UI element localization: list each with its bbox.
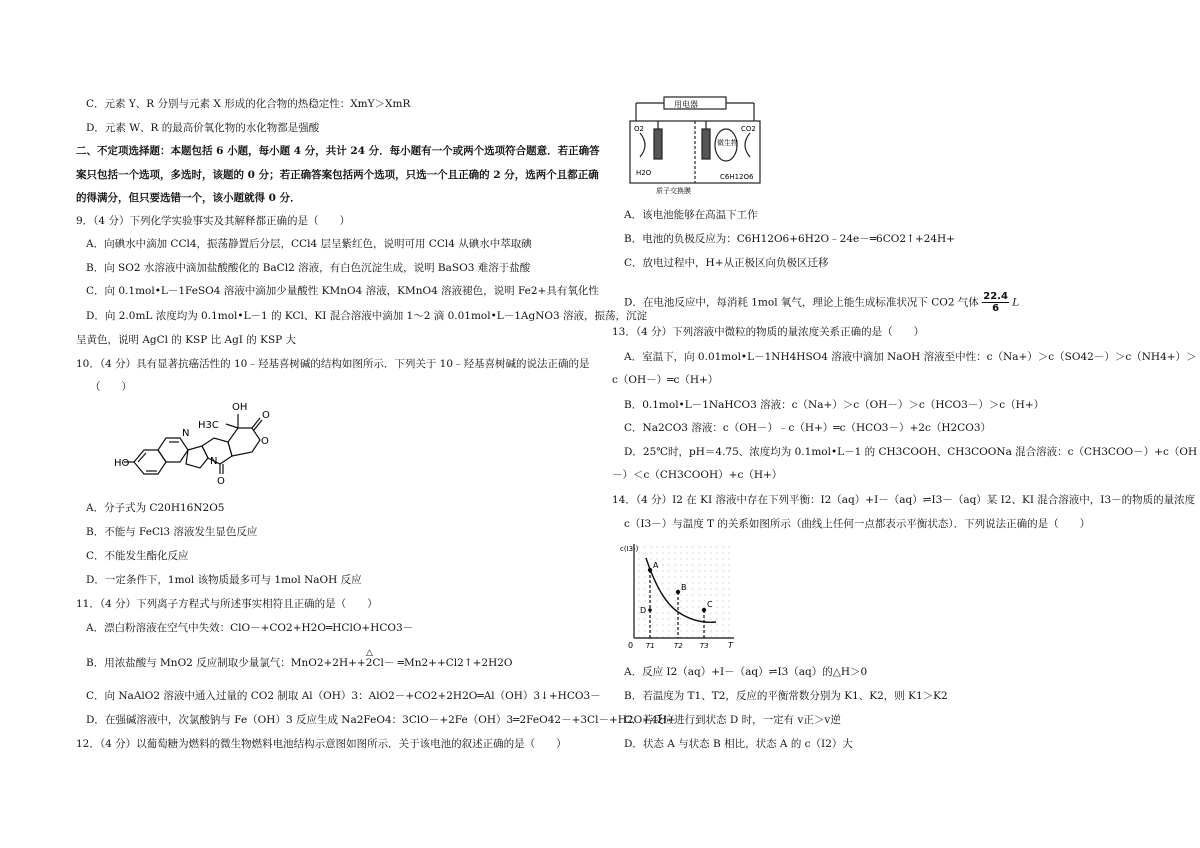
graph-tick-t1: T1	[646, 642, 655, 650]
graph-point-d: D	[640, 606, 647, 615]
q9-option-a: A．向碘水中滴加 CCl4，振荡静置后分层，CCl4 层呈紫红色，说明可用 CCl4 从碘水中萃取碘	[86, 238, 532, 250]
q14-option-c: C．若反应进行到状态 D 时，一定有 v正＞v逆	[624, 714, 841, 726]
q13-stem: 13．（4 分）下列溶液中微粒的物质的量浓度关系正确的是（ ）	[612, 326, 925, 338]
q12-option-d	[624, 291, 1019, 314]
q13-option-c: C．Na2CO3 溶液：c（OH－）﹣c（H+）═c（HCO3－）+2c（H2CO3）	[624, 422, 992, 434]
q12-option-b: B．电池的负极反应为：C6H12O6+6H2O﹣24e－═6CO2↑+24H+	[624, 233, 955, 245]
graph-tick-t2: T2	[674, 642, 683, 650]
q11-option-c: C．向 NaAlO2 溶液中通入过量的 CO2 制取 Al（OH）3：AlO2－+CO2+2H2O═Al（OH）3↓+HCO3－	[86, 690, 601, 702]
q9-stem: 9．（4 分）下列化学实验事实及其解释都正确的是（ ）	[76, 215, 350, 227]
molecule-ho-label: HO	[114, 458, 130, 469]
q12-unit: L	[1012, 296, 1020, 309]
q12-option-a: A．该电池能够在高温下工作	[624, 209, 758, 221]
molecule-carbonyl-o: O	[262, 410, 270, 421]
cell-o2-label: O2	[634, 125, 644, 133]
hydroxycamptothecin-structure	[114, 398, 324, 493]
q8-option-c: C．元素 Y、R 分别与元素 X 形成的化合物的热稳定性：XmY＞XmR	[86, 98, 411, 110]
q14-stem-line2: c（I3－）与温度 T 的关系如图所示（曲线上任何一点都表示平衡状态）．下列说法正确的是（ ）	[624, 518, 1091, 530]
q12-fraction	[982, 291, 1009, 314]
q11-stem: 11．（4 分）下列离子方程式与所述事实相符且正确的是（ ）	[76, 598, 378, 610]
graph-point-b: B	[681, 583, 687, 592]
molecule-ch3-label: H3C	[198, 420, 219, 431]
graph-point-c: C	[707, 600, 713, 609]
q9-option-c: C．向 0.1mol•L－1FeSO4 溶液中滴加少量酸性 KMnO4 溶液，KMnO4 溶液褪色，说明 Fe2+具有氧化性	[86, 285, 599, 297]
q12-fraction-numerator: 22.4	[983, 291, 1008, 302]
graph-point-a: A	[653, 561, 659, 570]
q13-option-d-line1: D．25℃时，pH＝4.75、浓度均为 0.1mol•L－1 的 CH3COOH、CH3COONa 混合溶液：c（CH3COO－）+c（OH	[624, 446, 1198, 458]
q11-option-d: D．在强碱溶液中，次氯酸钠与 Fe（OH）3 反应生成 Na2FeO4：3ClO－+2Fe（OH）3═2FeO42－+3Cl－+H2O+4H+	[86, 714, 676, 726]
cell-h2o-label: H2O	[636, 169, 652, 177]
cell-device-label: 用电器	[674, 100, 698, 109]
cell-membrane-label: 质子交换膜	[656, 187, 691, 195]
molecule-ring-o: O	[261, 436, 269, 447]
molecule-amide-o: O	[217, 476, 225, 487]
q11-option-b: B．用浓盐酸与 MnO2 反应制取少量氯气：MnO2+2H++2Cl－ ═Mn2++Cl2↑+2H2O	[86, 657, 513, 669]
q14-option-a: A．反应 I2（aq）+I－（aq）⇌I3（aq）的△H＞0	[624, 666, 868, 678]
molecule-oh-label: OH	[232, 402, 248, 413]
q12-stem: 12．（4 分）以葡萄糖为燃料的微生物燃料电池结构示意图如图所示．关于该电池的叙述正确的是（ ）	[76, 738, 567, 750]
section2-header-line3: 的得满分，但只要选错一个，该小题就得 0 分．	[76, 192, 301, 204]
q10-option-b: B．不能与 FeCl3 溶液发生显色反应	[86, 526, 258, 538]
q9-option-d-line1: D．向 2.0mL 浓度均为 0.1mol•L－1 的 KCl、KI 混合溶液中滴加 1～2 滴 0.01mol•L－1AgNO3 溶液，振荡，沉淀	[86, 310, 648, 322]
cell-co2-label: CO2	[741, 125, 756, 133]
graph-tick-t3: T3	[700, 642, 709, 650]
q14-option-d: D．状态 A 与状态 B 相比，状态 A 的 c（I2）大	[624, 738, 853, 750]
q14-option-b: B．若温度为 T1、T2，反应的平衡常数分别为 K1、K2，则 K1＞K2	[624, 690, 948, 702]
concentration-temperature-graph	[620, 540, 740, 652]
q10-option-c: C．不能发生酯化反应	[86, 550, 189, 562]
molecule-n2: N	[210, 456, 218, 467]
q11-option-a: A．漂白粉溶液在空气中失效：ClO－+CO2+H2O═HClO+HCO3－	[86, 622, 414, 634]
graph-origin: 0	[628, 641, 634, 650]
q13-option-a-line1: A．室温下，向 0.01mol•L－1NH4HSO4 溶液中滴加 NaOH 溶液至中性：c（Na+）＞c（SO42－）＞c（NH4+）＞	[624, 351, 1197, 363]
q13-option-a-line2: c（OH－）═c（H+）	[612, 374, 719, 386]
graph-x-label: T	[728, 641, 733, 650]
heat-triangle-icon: △	[366, 648, 373, 658]
molecule-n1: N	[182, 428, 190, 439]
q8-option-d: D．元素 W、R 的最高价氧化物的水化物都是强酸	[86, 122, 320, 134]
fuel-cell-diagram	[626, 95, 766, 195]
graph-y-label: c(I3-)	[620, 545, 639, 553]
q13-option-b: B．0.1mol•L－1NaHCO3 溶液：c（Na+）＞c（OH－）＞c（HCO3－）＞c（H+）	[624, 399, 1045, 411]
q12-option-d-text: D．在电池反应中，每消耗 1mol 氧气，理论上能生成标准状况下 CO2 气体	[624, 296, 979, 309]
q14-stem-line1: 14．（4 分）I2 在 KI 溶液中存在下列平衡：I2（aq）+I－（aq）⇌I3－（aq）某 I2、KI 混合溶液中，I3－的物质的量浓度	[612, 494, 1196, 506]
q10-stem-line2: （ ）	[90, 381, 132, 393]
section2-header-line1: 二、不定项选择题：本题包括 6 小题，每小题 4 分，共计 24 分．每小题有一个或两个选项符合题意．若正确答	[76, 145, 600, 157]
section2-header-line2: 案只包括一个选项，多选时，该题的 0 分；若正确答案包括两个选项，只选一个且正确的 2 分，选两个且都正确	[76, 169, 599, 181]
q12-fraction-denominator: 6	[992, 303, 1000, 314]
q13-option-d-line2: －）＜c（CH3COOH）+c（H+）	[612, 469, 783, 481]
q9-option-b: B．向 SO2 水溶液中滴加盐酸酸化的 BaCl2 溶液，有白色沉淀生成，说明 BaSO3 难溶于盐酸	[86, 262, 531, 274]
q12-option-c: C．放电过程中，H+从正极区向负极区迁移	[624, 257, 829, 269]
cell-microbe-label: 微生物	[717, 139, 738, 147]
q10-option-a: A．分子式为 C20H16N2O5	[86, 502, 225, 514]
q9-option-d-line2: 呈黄色，说明 AgCl 的 KSP 比 AgI 的 KSP 大	[76, 334, 297, 346]
cell-glucose-label: C6H12O6	[720, 173, 754, 181]
q10-option-d: D．一定条件下，1mol 该物质最多可与 1mol NaOH 反应	[86, 574, 362, 586]
q10-stem-line1: 10．（4 分）具有显著抗癌活性的 10﹣羟基喜树碱的结构如图所示．下列关于 10﹣羟基喜树碱的说法正确的是	[76, 358, 590, 370]
